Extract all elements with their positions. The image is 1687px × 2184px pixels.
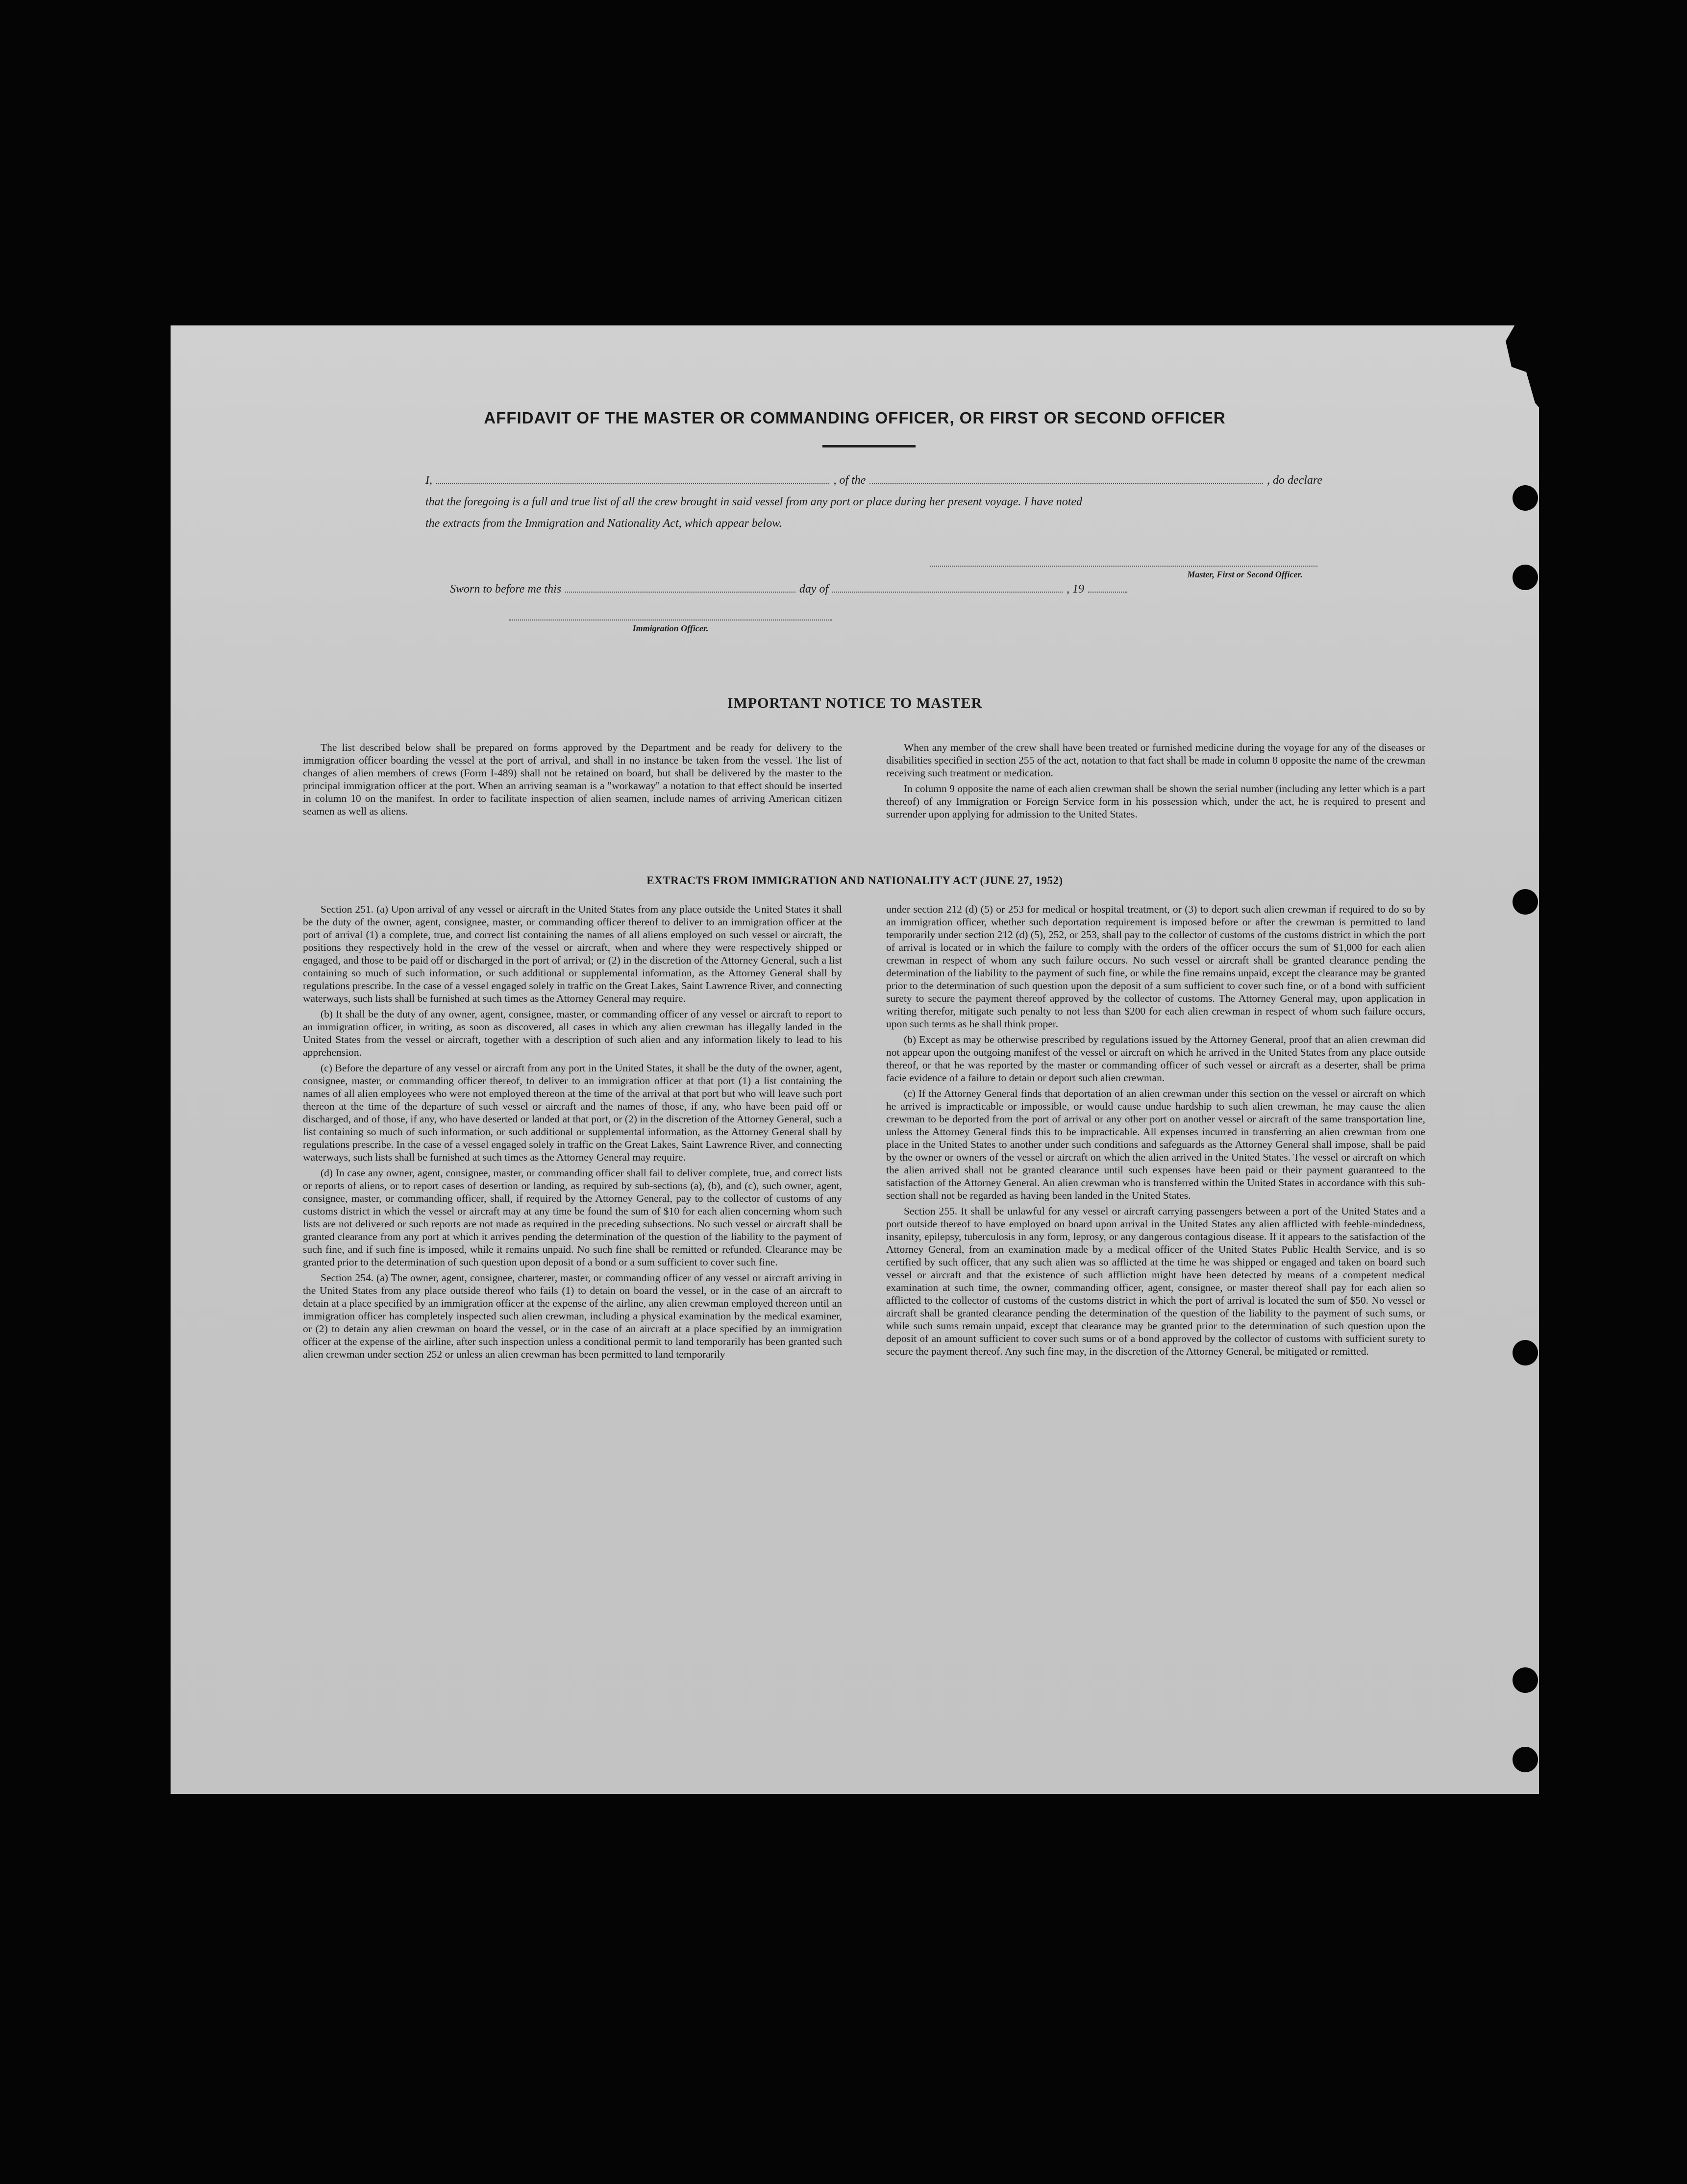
notice-title: IMPORTANT NOTICE TO MASTER [727, 695, 983, 711]
punch-hole [1513, 1667, 1538, 1693]
sworn-year-field[interactable] [1088, 592, 1127, 593]
extract-paragraph: (d) In case any owner, agent, consignee, master, or commanding officer shall fail to deliver complete, true, and correct lists or reports of aliens, or to report cases of desertion or landing, as required by sub-sections (a), (b), and (c), such owner, agent, consignee, master, or commanding officer, shall, if required by the Attorney General, pay to the collector of customs of any customs district in which the vessel or aircraft may at any time be found the sum of $10 for each alien concerning whom such lists are not delivered or such reports are not made as required in the preceding subsections. No such vessel or aircraft shall be granted clearance from any port at which it arrives pending the determination of the question of the liability to the payment of such fine, and if such fine is imposed, while it remains unpaid. No such fine shall be remitted or refunded. Clearance may be granted prior to the determination of such question upon deposit of a bond or a sum sufficient to cover such fine. [303, 1167, 842, 1268]
extract-paragraph: (b) It shall be the duty of any owner, agent, consignee, master, or commanding officer of any vessel or aircraft to report to an immigration officer, in writing, as soon as discovered, all cases in which any alien crewman has illegally landed in the United States from the vessel or aircraft, together with a description of such alien and any information likely to lead to his apprehension. [303, 1008, 842, 1058]
immigration-officer-label: Immigration Officer. [632, 623, 709, 633]
extracts-left-column [303, 903, 842, 1364]
extract-paragraph: Section 254. (a) The owner, agent, consignee, charterer, master, or commanding officer of any vessel or aircraft arriving in the United States from any place outside thereof who fails (1) to detain on board the vessel, or in the case of an aircraft to detain at a place specified by an immigration officer at the expense of the airline, any alien crewman employed thereon until an immigration officer has completely inspected such alien crewman, including a physical examination by the medical examiner, or (2) to detain any alien crewman on board the vessel, or in the case of an aircraft at a place specified by an immigration officer at the expense of the airline, after such inspection unless a conditional permit to land temporarily has been granted such alien crewman under section 252 or unless an alien crewman has been permitted to land temporarily [303, 1272, 842, 1360]
vessel-field[interactable] [869, 482, 1263, 484]
punch-hole [1513, 1747, 1538, 1772]
statement-line-2: the extracts from the Immigration and Nationality Act, which appear below. [425, 517, 782, 530]
punch-hole [1513, 889, 1538, 915]
sworn-day-field[interactable] [565, 591, 795, 593]
sworn-label: Sworn to before me this [450, 583, 562, 596]
i-label: I, [425, 474, 432, 487]
extracts-title: EXTRACTS FROM IMMIGRATION AND NATIONALITY ACT (JUNE 27, 1952) [646, 874, 1063, 887]
sworn-month-field[interactable] [832, 591, 1063, 593]
torn-corner [1494, 321, 1553, 423]
sworn-line [450, 583, 1131, 596]
extract-paragraph: Section 255. It shall be unlawful for any vessel or aircraft carrying passengers between a port of the United States and a port outside thereof to have employed on board upon arrival in the United States any alien afflicted with feeble-mindedness, insanity, epilepsy, tuberculosis in any form, leprosy, or any dangerous contagious disease. If it appears to the satisfaction of the Attorney General, from an examination made by a medical officer of the United States Public Health Service, and is so certified by such officer, that any such alien was so afflicted at the time he was shipped or engaged and taken on board such vessel or aircraft and that the existence of such affliction might have been detected by means of a competent medical examination at such time, the owner, commanding officer, agent, consignee, or master thereof shall pay for each alien so afflicted to the collector of customs of the customs district in which the port of arrival is located the sum of $50. No vessel or aircraft shall be granted clearance pending the determination of the question of the liability to the payment of such sums, or while such sums remain unpaid, except that clearance may be granted prior to the determination of such question upon the deposit of an amount sufficient to cover such sums or of a bond approved by the collector of customs with sufficient surety to secure the payment thereof. Any such fine may, in the discretion of the Attorney General, be mitigated or remitted. [886, 1205, 1425, 1357]
extract-paragraph: (c) If the Attorney General finds that deportation of an alien crewman under this section on the vessel or aircraft on which he arrived is impracticable or impossible, or would cause undue hardship to such alien crewman, he may cause the alien crewman to be deported from the port of arrival or any other port on another vessel or aircraft of the same transportation line, unless the Attorney General finds this to be impracticable. All expenses incurred in transferring an alien crewman from one place in the United States to another under such conditions and safeguards as the Attorney General shall impose, shall be paid by the owner or owners of the vessel or aircraft on which the alien arrived in the United States. The vessel or aircraft on which the alien arrived shall not be granted clearance until such expenses have been paid or their payment guaranteed to the satisfaction of the Attorney General. An alien crewman who is transferred within the United States in accordance with this sub-section shall not be regarded as having been landed in the United States. [886, 1088, 1425, 1201]
notice-paragraph: When any member of the crew shall have been treated or furnished medicine during the voyage for any of the diseases or disabilities specified in section 255 of the act, notation to that fact shall be made in column 8 opposite the name of the crewman receiving such treatment or medication. [886, 742, 1425, 779]
notice-paragraph: The list described below shall be prepared on forms approved by the Department and be ready for delivery to the immigration officer boarding the vessel at the port of arrival, and shall in no instance be taken from the vessel. The list of changes of alien members of crews (Form I-489) shall not be retained on board, but shall be delivered by the master to the principal immigration officer at the port. When an arriving seaman is a "workaway" a notation to that effect should be inserted in column 10 on the manifest. In order to facilitate inspection of alien seamen, include names of arriving American citizen seamen as well as aliens. [303, 742, 842, 817]
punch-hole [1513, 485, 1538, 511]
master-signature-label: Master, First or Second Officer. [1187, 570, 1303, 579]
extract-paragraph: under section 212 (d) (5) or 253 for medical or hospital treatment, or (3) to deport such alien crewman if required to do so by an immigration officer, whether such deportation requirement is imposed before or after the crewman is permitted to land temporarily under section 212 (d) (5), 252, or 253, shall pay to the collector of customs of the customs district in which the port of arrival is located or in which the failure to comply with the orders of the officer occurs the sum of $1,000 for each alien crewman in respect of whom any such failure occurs. No such vessel or aircraft shall be granted clearance pending the determination of the liability to the payment of such fine, or while the fine remains unpaid, except the clearance may be granted prior to the determination of such question upon the deposit of a sum sufficient to cover such fine, or of a bond with sufficient surety to secure the payment thereof approved by the collector of customs. The Attorney General may, upon application in writing therefor, mitigate such penalty to not less than $200 for each alien crewman in respect of whom such failure occurs, upon such terms as he shall think proper. [886, 903, 1425, 1030]
declaration-block [425, 470, 1322, 534]
master-signature-field[interactable] [930, 566, 1317, 567]
affidavit-title: AFFIDAVIT OF THE MASTER OR COMMANDING OFFICER, OR FIRST OR SECOND OFFICER [484, 409, 1226, 427]
notice-paragraph: In column 9 opposite the name of each alien crewman shall be shown the serial number (including any letter which is a part thereof) of any Immigration or Foreign Service form in his possession which, under the act, he is required to present and surrender upon applying for admission to the United States. [886, 783, 1425, 820]
punch-hole [1513, 565, 1538, 590]
notice-left-column [303, 741, 842, 820]
extract-paragraph: Section 251. (a) Upon arrival of any vessel or aircraft in the United States from any place outside the United States it shall be the duty of the owner, agent, consignee, master, or commanding officer thereof to deliver to an immigration officer at the port of arrival (1) a complete, true, and correct list containing the names of all aliens employed on such vessel or aircraft, the positions they respectively hold in the crew of the vessel or aircraft, when and where they were respectively shipped or engaged, and those to be paid off or discharged in the port of arrival; or (2) in the discretion of the Attorney General, such a list containing so much of such information, or such additional or supplemental information, as the Attorney General shall by regulations prescribe. In the case of a vessel engaged solely in traffic on the Great Lakes, Saint Lawrence River, and connecting waterways, such lists shall be furnished at such times as the Attorney General may require. [303, 903, 842, 1004]
do-declare-label: , do declare [1266, 474, 1323, 487]
declaration-fill-line [425, 470, 1322, 491]
year-label: , 19 [1067, 583, 1084, 596]
notice-right-column [886, 741, 1425, 823]
document-page [171, 325, 1539, 1794]
extract-paragraph: (c) Before the departure of any vessel or aircraft from any port in the United States, it shall be the duty of the owner, agent, consignee, master, or commanding officer thereof, to deliver to an immigration officer at that port (1) a list containing the names of all alien employees who were not employed thereon at the time of the arrival at that port but who will leave such port thereon at the time of the departure of such vessel or aircraft and the names of those, if any, who have been paid off or discharged, and of those, if any, who have deserted or landed at that port, or (2) in the discretion of the Attorney General, such a list containing so much of such information, or such additional or supplemental information, as the Attorney General shall by regulations prescribe. In the case of a vessel engaged solely in traffic on the Great Lakes, Saint Lawrence River, and connecting waterways, such lists shall be furnished at such times as the Attorney General may require. [303, 1062, 842, 1163]
day-of-label: day of [799, 583, 829, 596]
name-field[interactable] [436, 482, 829, 484]
title-divider [822, 445, 916, 447]
extracts-right-column [886, 903, 1425, 1361]
extract-paragraph: (b) Except as may be otherwise prescribed by regulations issued by the Attorney General, proof that an alien crewman did not appear upon the outgoing manifest of the vessel or aircraft on which he arrived in the United States from any place outside thereof, or that he was reported by the master or commanding officer of such vessel or aircraft as a deserter, shall be prima facie evidence of a failure to detain or deport such alien crewman. [886, 1034, 1425, 1084]
of-the-label: , of the [833, 474, 866, 487]
statement-line-1: that the foregoing is a full and true list of all the crew brought in said vessel from any port or place during her present voyage. I have noted [425, 496, 1083, 508]
punch-hole [1513, 1340, 1538, 1365]
